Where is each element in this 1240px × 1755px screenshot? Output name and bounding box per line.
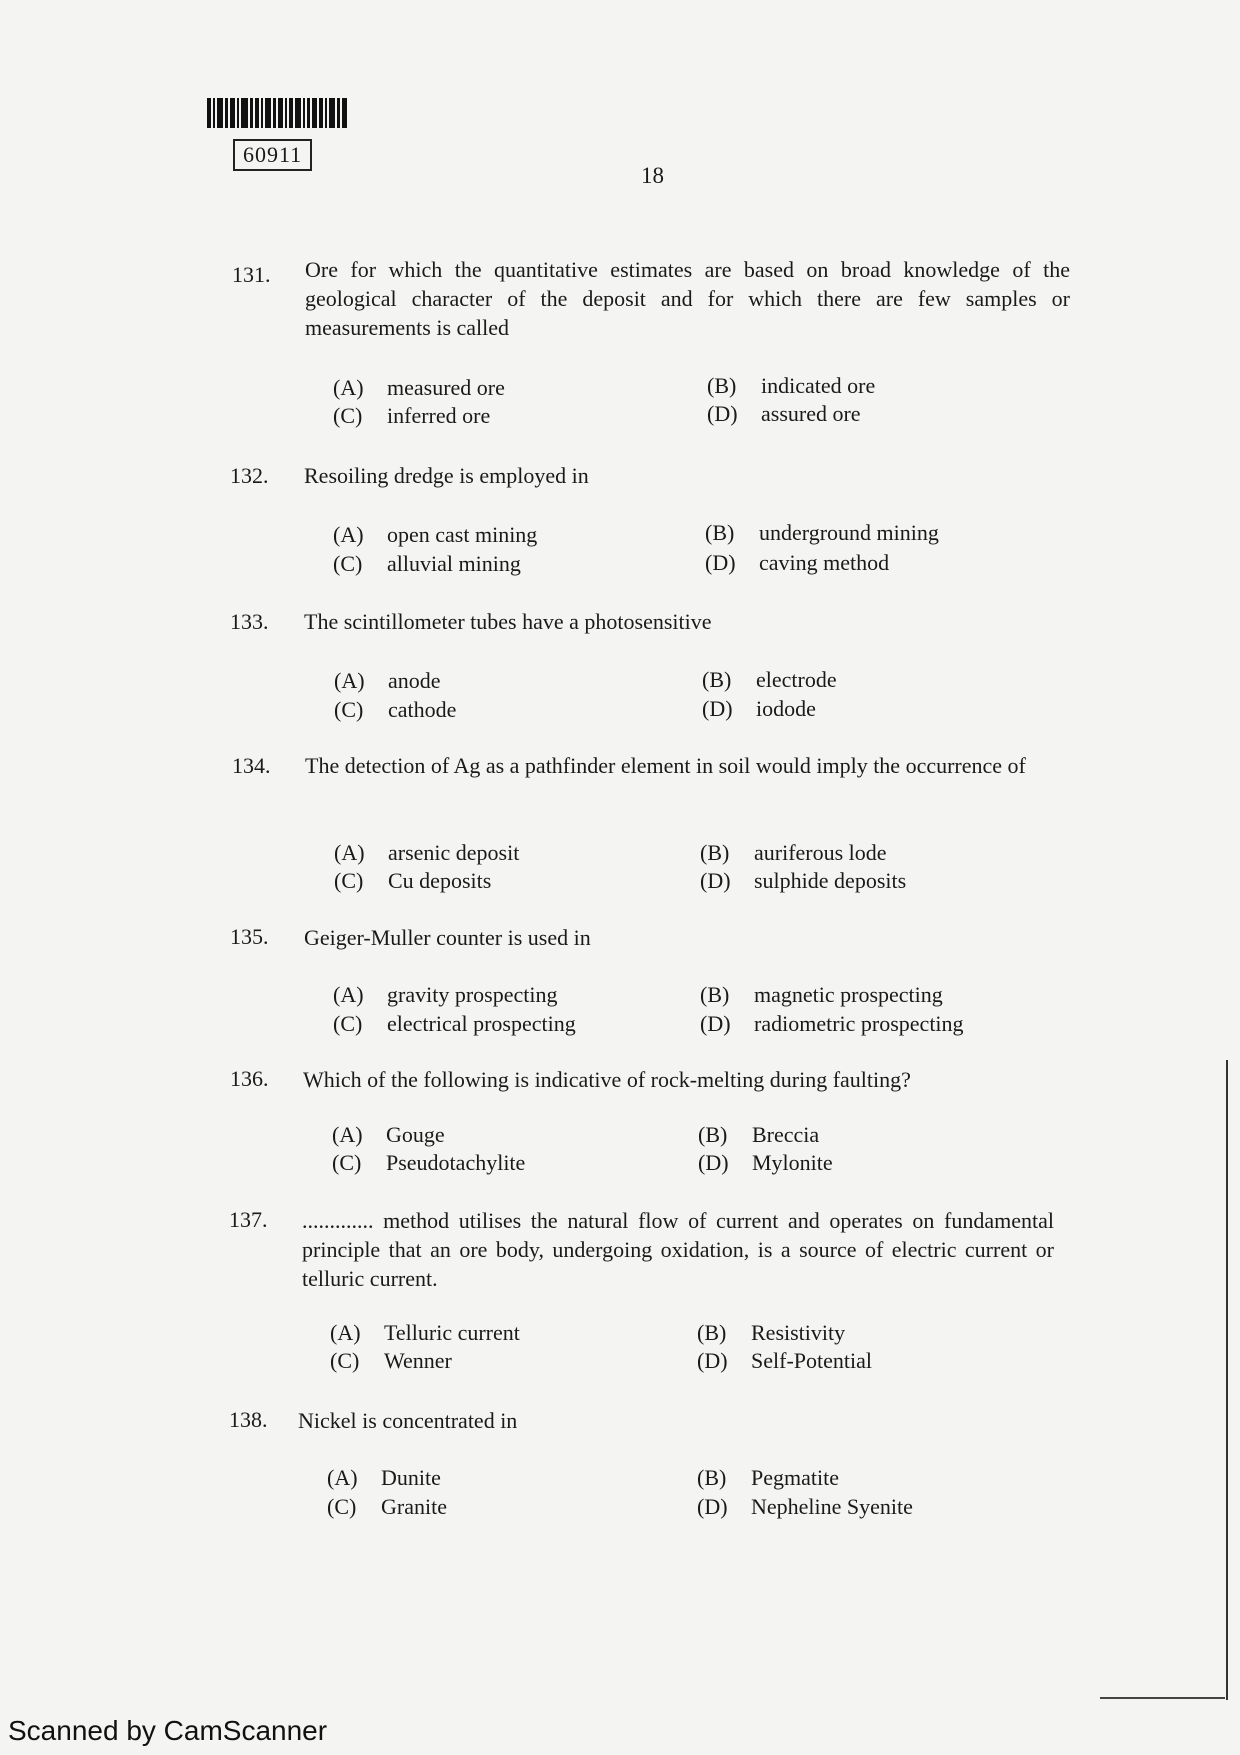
option-text: Dunite bbox=[381, 1465, 441, 1490]
option-label: (D) bbox=[707, 401, 738, 426]
option-label: (C) bbox=[334, 697, 364, 722]
option-c bbox=[334, 868, 491, 894]
option-text: measured ore bbox=[387, 375, 505, 400]
option-c bbox=[333, 403, 490, 429]
option-a bbox=[333, 375, 505, 401]
option-label: (A) bbox=[333, 375, 364, 400]
option-label: (B) bbox=[707, 373, 737, 398]
option-a bbox=[333, 522, 537, 548]
option-d bbox=[707, 401, 861, 427]
option-text: Pegmatite bbox=[751, 1465, 839, 1490]
option-text: radiometric prospecting bbox=[754, 1011, 964, 1036]
option-text: magnetic prospecting bbox=[754, 982, 943, 1007]
option-label: (D) bbox=[700, 868, 731, 893]
option-label: (A) bbox=[333, 982, 364, 1007]
option-c bbox=[332, 1150, 525, 1176]
option-text: arsenic deposit bbox=[388, 840, 520, 865]
option-b bbox=[700, 982, 943, 1008]
option-text: alluvial mining bbox=[387, 551, 521, 576]
option-text: gravity prospecting bbox=[387, 982, 558, 1007]
option-b bbox=[705, 520, 939, 546]
option-label: (C) bbox=[334, 868, 364, 893]
option-label: (C) bbox=[332, 1150, 362, 1175]
option-d bbox=[705, 550, 889, 576]
option-text: inferred ore bbox=[387, 403, 491, 428]
option-label: (A) bbox=[334, 840, 365, 865]
option-text: underground mining bbox=[759, 520, 939, 545]
page-edge-line bbox=[1226, 1060, 1228, 1700]
option-text: Breccia bbox=[752, 1122, 820, 1147]
question-number: 137. bbox=[229, 1207, 268, 1232]
option-c bbox=[333, 551, 521, 577]
option-text: Gouge bbox=[386, 1122, 445, 1147]
option-label: (C) bbox=[327, 1494, 357, 1519]
question-text: ............. method utilises the natural flow of current and operates on fundamental principle that an ore body, undergoing oxidation, is a source of electric current or telluric current. bbox=[302, 1208, 1054, 1291]
option-text: Telluric current bbox=[384, 1320, 520, 1345]
option-text: cathode bbox=[388, 697, 457, 722]
question-number: 132. bbox=[230, 463, 269, 488]
option-c bbox=[333, 1011, 576, 1037]
scanner-watermark: Scanned by CamScanner bbox=[8, 1715, 328, 1746]
option-text: auriferous lode bbox=[754, 840, 887, 865]
page-corner-line bbox=[1100, 1697, 1225, 1699]
option-label: (C) bbox=[333, 551, 363, 576]
option-b bbox=[707, 373, 875, 399]
option-label: (B) bbox=[705, 520, 735, 545]
question-text: The detection of Ag as a pathfinder element in soil would imply the occurrence of bbox=[305, 753, 1026, 778]
option-label: (A) bbox=[332, 1122, 363, 1147]
question-text: The scintillometer tubes have a photosensitive bbox=[304, 609, 712, 634]
option-b bbox=[698, 1122, 819, 1148]
option-a bbox=[334, 668, 441, 694]
option-label: (B) bbox=[700, 982, 730, 1007]
option-label: (B) bbox=[698, 1122, 728, 1147]
option-b bbox=[700, 840, 887, 866]
option-label: (B) bbox=[702, 667, 732, 692]
option-text: Self-Potential bbox=[751, 1348, 872, 1373]
option-a bbox=[334, 840, 519, 866]
question-text: Nickel is concentrated in bbox=[298, 1408, 518, 1433]
option-d bbox=[697, 1494, 913, 1520]
option-c bbox=[327, 1494, 447, 1520]
option-text: open cast mining bbox=[387, 522, 538, 547]
option-b bbox=[697, 1465, 839, 1491]
option-text: iodode bbox=[756, 696, 816, 721]
question-text: Geiger-Muller counter is used in bbox=[304, 925, 591, 950]
question-text: Ore for which the quantitative estimates are based on broad knowledge of the geological character of the deposit and for which there are few samples or measurements is called bbox=[305, 257, 1070, 340]
option-d bbox=[697, 1348, 872, 1374]
question-text: Which of the following is indicative of rock-melting during faulting? bbox=[303, 1067, 911, 1092]
question-number: 135. bbox=[230, 924, 269, 949]
option-text: Cu deposits bbox=[388, 868, 492, 893]
option-label: (A) bbox=[334, 668, 365, 693]
option-label: (D) bbox=[697, 1348, 728, 1373]
option-a bbox=[333, 982, 557, 1008]
option-label: (B) bbox=[700, 840, 730, 865]
page-number: 18 bbox=[641, 163, 664, 188]
option-label: (D) bbox=[698, 1150, 729, 1175]
question-text: Resoiling dredge is employed in bbox=[304, 463, 589, 488]
option-text: indicated ore bbox=[761, 373, 876, 398]
option-d bbox=[702, 696, 816, 722]
question-number: 134. bbox=[232, 753, 271, 778]
option-label: (C) bbox=[330, 1348, 360, 1373]
option-text: Pseudotachylite bbox=[386, 1150, 526, 1175]
option-text: Wenner bbox=[384, 1348, 452, 1373]
option-text: sulphide deposits bbox=[754, 868, 907, 893]
option-d bbox=[700, 1011, 964, 1037]
option-label: (D) bbox=[705, 550, 736, 575]
option-b bbox=[697, 1320, 845, 1346]
option-label: (B) bbox=[697, 1320, 727, 1345]
option-text: Granite bbox=[381, 1494, 447, 1519]
option-b bbox=[702, 667, 837, 693]
option-text: electrical prospecting bbox=[387, 1011, 576, 1036]
option-text: caving method bbox=[759, 550, 890, 575]
option-text: Nepheline Syenite bbox=[751, 1494, 913, 1519]
option-label: (D) bbox=[700, 1011, 731, 1036]
barcode bbox=[207, 98, 367, 128]
option-d bbox=[700, 868, 906, 894]
option-a bbox=[327, 1465, 441, 1491]
question-number: 136. bbox=[230, 1066, 269, 1091]
option-label: (A) bbox=[333, 522, 364, 547]
option-label: (D) bbox=[702, 696, 733, 721]
option-text: Resistivity bbox=[751, 1320, 846, 1345]
option-label: (C) bbox=[333, 403, 363, 428]
option-text: Mylonite bbox=[752, 1150, 833, 1175]
question-number: 131. bbox=[232, 262, 271, 287]
option-c bbox=[330, 1348, 452, 1374]
option-label: (C) bbox=[333, 1011, 363, 1036]
paper-code: 60911 bbox=[233, 139, 312, 171]
option-label: (B) bbox=[697, 1465, 727, 1490]
option-d bbox=[698, 1150, 833, 1176]
option-label: (D) bbox=[697, 1494, 728, 1519]
option-text: assured ore bbox=[761, 401, 861, 426]
option-text: electrode bbox=[756, 667, 837, 692]
question-number: 133. bbox=[230, 609, 269, 634]
option-text: anode bbox=[388, 668, 441, 693]
option-a bbox=[332, 1122, 445, 1148]
option-a bbox=[330, 1320, 520, 1346]
option-label: (A) bbox=[330, 1320, 361, 1345]
option-c bbox=[334, 697, 456, 723]
question-number: 138. bbox=[229, 1407, 268, 1432]
option-label: (A) bbox=[327, 1465, 358, 1490]
